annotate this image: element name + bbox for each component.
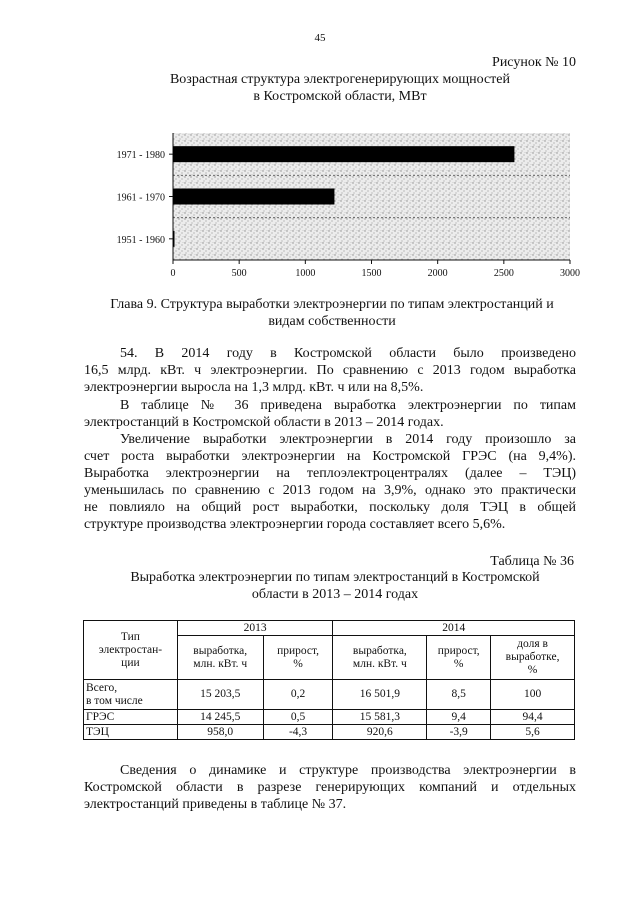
header-text: электростан- xyxy=(98,643,163,656)
paragraph-line: Увеличение выработки электроэнергии в 2014 году произошло за xyxy=(120,432,576,447)
figure-title-line1: Возрастная структура электрогенерирующих мощностей xyxy=(169,72,511,87)
bar xyxy=(173,189,334,205)
chart-plot-area xyxy=(117,133,580,279)
year-2013-header: 2013 xyxy=(177,621,333,636)
row-name-line: в том числе xyxy=(86,694,143,707)
table-row xyxy=(84,680,575,710)
header-text: млн. кВт. ч xyxy=(193,657,248,670)
paragraph-final xyxy=(84,762,576,813)
cell-growth-2014: 9,4 xyxy=(427,710,491,725)
paragraph-line: Выработка электроэнергии на теплоэлектроцентралях (далее – ТЭЦ) xyxy=(84,466,576,481)
table-title-line2: области в 2013 – 2014 годах xyxy=(251,587,419,602)
header-text: доля в xyxy=(517,638,548,650)
header-text: % xyxy=(527,664,538,676)
x-tick-label: 2000 xyxy=(427,268,448,279)
cell-growth-2014: 8,5 xyxy=(427,680,491,710)
paragraph-increase xyxy=(84,431,576,533)
paragraph-line: В таблице № 36 приведена выработка электроэнергии по типам xyxy=(120,398,576,413)
y-tick-label: 1961 - 1970 xyxy=(116,192,165,204)
growth-2013-header xyxy=(263,636,333,680)
cell-share-2014: 100 xyxy=(491,680,575,710)
paragraph-line: 54. В 2014 году в Костромской области было произведено xyxy=(120,346,576,361)
figure-title xyxy=(120,71,560,105)
table-title-line1: Выработка электроэнергии по типам электростанций в Костромской xyxy=(130,570,540,585)
chapter-heading xyxy=(82,296,582,330)
x-tick-label: 1500 xyxy=(361,268,382,279)
paragraph-line: счет роста выработки электроэнергии на Костромской ГРЭС (на 9,4%). xyxy=(84,449,576,464)
row-name: ГРЭС xyxy=(84,710,178,725)
header-text: млн. кВт. ч xyxy=(352,657,407,670)
cell-output-2013: 15 203,5 xyxy=(177,680,263,710)
age-structure-bar-chart xyxy=(100,128,580,280)
row-name xyxy=(84,680,178,710)
cell-growth-2014: -3,9 xyxy=(427,725,491,740)
table-title xyxy=(100,569,570,603)
paragraph-line: 16,5 млрд. кВт. ч электроэнергии. По сравнению с 2013 годом выработка xyxy=(84,363,576,378)
header-text: выработка, xyxy=(193,644,248,657)
row-name-line: Всего, xyxy=(86,681,118,694)
cell-output-2014: 920,6 xyxy=(333,725,427,740)
type-column-header xyxy=(84,621,178,680)
y-tick-label: 1951 - 1960 xyxy=(116,234,165,246)
x-tick-label: 2500 xyxy=(493,268,514,279)
paragraph-line: электростанций приведены в таблице № 37. xyxy=(84,797,347,812)
header-text: прирост, xyxy=(437,644,480,657)
paragraph-line: не повлияло на общий рост выработки, поскольку доля ТЭЦ в общей xyxy=(84,500,576,515)
cell-output-2014: 16 501,9 xyxy=(333,680,427,710)
x-tick-label: 500 xyxy=(231,268,247,279)
header-text: Тип xyxy=(120,630,140,643)
header-text: выработке, xyxy=(505,651,560,663)
paragraph-table36-intro xyxy=(84,397,576,431)
header-text: % xyxy=(453,657,464,670)
cell-output-2013: 14 245,5 xyxy=(177,710,263,725)
cell-growth-2013: -4,3 xyxy=(263,725,333,740)
header-text: % xyxy=(293,657,303,670)
page-number: 45 xyxy=(314,32,326,44)
figure-title-line2: в Костромской области, МВт xyxy=(253,89,427,104)
growth-2014-header xyxy=(427,636,491,680)
chapter-heading-line1: Глава 9. Структура выработки электроэнергии по типам электростанций и xyxy=(110,297,554,312)
cell-growth-2013: 0,5 xyxy=(263,710,333,725)
header-text: выработка, xyxy=(352,644,407,657)
cell-share-2014: 94,4 xyxy=(491,710,575,725)
x-tick-label: 0 xyxy=(170,268,176,279)
header-text: прирост, xyxy=(277,644,320,657)
figure-label: Рисунок № 10 xyxy=(492,55,576,70)
generation-table xyxy=(83,620,575,740)
paragraph-line: электростанций в Костромской области в 2013 – 2014 годах. xyxy=(84,415,444,430)
share-2014-header xyxy=(491,636,575,680)
output-2014-header xyxy=(333,636,427,680)
table-label: Таблица № 36 xyxy=(490,554,574,569)
cell-growth-2013: 0,2 xyxy=(263,680,333,710)
y-tick-label: 1971 - 1980 xyxy=(116,150,165,162)
year-2014-header: 2014 xyxy=(333,621,575,636)
paragraph-line: уменьшилась по сравнению с 2013 годом на 3,9%, однако это практически xyxy=(84,483,576,498)
x-tick-label: 1000 xyxy=(295,268,316,279)
header-text: ции xyxy=(121,656,140,669)
chapter-heading-line2: видам собственности xyxy=(268,314,396,329)
bar xyxy=(173,231,175,247)
cell-share-2014: 5,6 xyxy=(491,725,575,740)
paragraph-line: Сведения о динамике и структуре производства электроэнергии в xyxy=(120,763,576,778)
row-name: ТЭЦ xyxy=(84,725,178,740)
table-row xyxy=(84,710,575,725)
cell-output-2014: 15 581,3 xyxy=(333,710,427,725)
paragraph-line: Костромской области в разрезе генерирующих компаний и отдельных xyxy=(84,780,576,795)
paragraph-line: электроэнергии выросла на 1,3 млрд. кВт. ч или на 8,5%. xyxy=(84,380,424,395)
paragraph-line: структуре производства электроэнергии города составляет всего 5,6%. xyxy=(84,517,506,532)
paragraph-54 xyxy=(84,345,576,396)
x-tick-label: 3000 xyxy=(560,268,580,279)
bar xyxy=(173,146,514,162)
cell-output-2013: 958,0 xyxy=(177,725,263,740)
table-row xyxy=(84,725,575,740)
output-2013-header xyxy=(177,636,263,680)
